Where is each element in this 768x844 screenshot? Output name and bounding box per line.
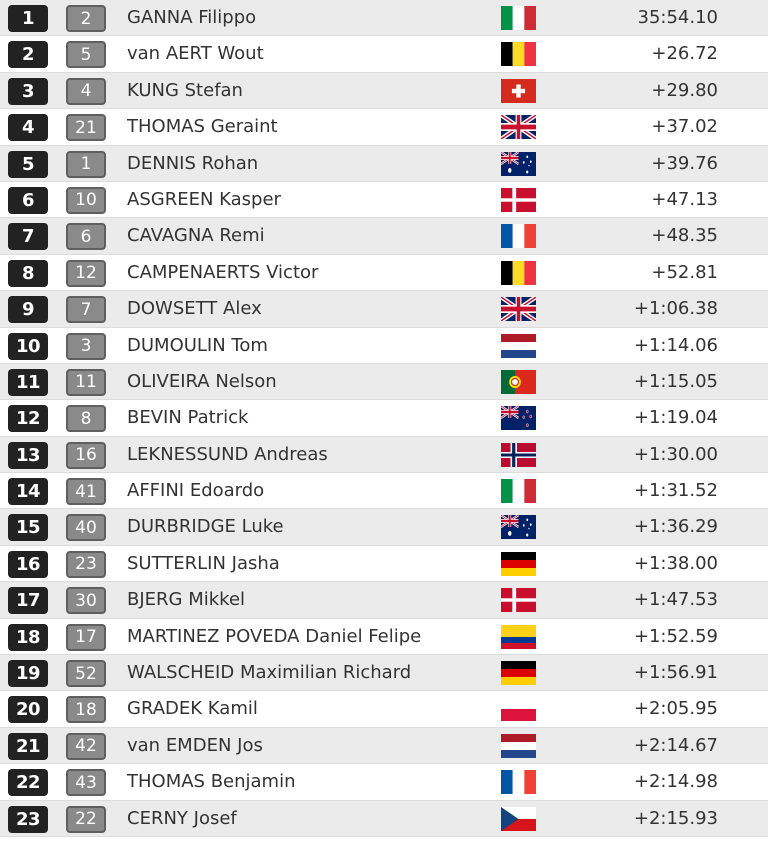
result-row[interactable] bbox=[0, 218, 768, 254]
position-badge: 17 bbox=[8, 587, 48, 614]
rider-name[interactable]: DOWSETT Alex bbox=[127, 298, 262, 320]
finish-time: 35:54.10 bbox=[637, 7, 718, 28]
position-badge: 16 bbox=[8, 551, 48, 578]
portugal-flag-icon bbox=[501, 370, 536, 394]
bib-number-badge: 22 bbox=[66, 806, 106, 833]
bib-number-badge: 21 bbox=[66, 114, 106, 141]
result-row[interactable] bbox=[0, 655, 768, 691]
netherlands-flag-icon bbox=[501, 334, 536, 358]
rider-name[interactable]: CAVAGNA Remi bbox=[127, 225, 265, 247]
result-row[interactable] bbox=[0, 182, 768, 218]
result-row[interactable] bbox=[0, 73, 768, 109]
rider-name[interactable]: SUTTERLIN Jasha bbox=[127, 552, 280, 574]
finish-time: +2:14.67 bbox=[633, 734, 718, 756]
netherlands-flag-icon bbox=[501, 734, 536, 758]
bib-number-badge: 5 bbox=[66, 41, 106, 68]
rider-name[interactable]: BEVIN Patrick bbox=[127, 407, 249, 429]
position-badge: 12 bbox=[8, 405, 48, 432]
rider-name[interactable]: BJERG Mikkel bbox=[127, 589, 246, 611]
italy-flag-icon bbox=[501, 479, 536, 503]
finish-time: +29.80 bbox=[651, 79, 718, 101]
result-row[interactable] bbox=[0, 473, 768, 509]
belgium-flag-icon bbox=[501, 42, 536, 66]
rider-name[interactable]: GANNA Filippo bbox=[127, 7, 257, 28]
finish-time: +1:38.00 bbox=[633, 552, 718, 574]
rider-name[interactable]: WALSCHEID Maximilian Richard bbox=[127, 662, 412, 684]
finish-time: +48.35 bbox=[651, 225, 718, 247]
position-badge: 20 bbox=[8, 696, 48, 723]
bib-number-badge: 43 bbox=[66, 769, 106, 796]
result-row[interactable] bbox=[0, 0, 768, 36]
position-badge: 10 bbox=[8, 333, 48, 360]
position-badge: 3 bbox=[8, 78, 48, 105]
australia-flag-icon bbox=[501, 515, 536, 539]
finish-time: +1:52.59 bbox=[633, 625, 718, 647]
rider-name[interactable]: DUMOULIN Tom bbox=[127, 334, 268, 356]
position-badge: 13 bbox=[8, 442, 48, 469]
finish-time: +26.72 bbox=[651, 43, 718, 65]
france-flag-icon bbox=[501, 224, 536, 248]
bib-number-badge: 10 bbox=[66, 187, 106, 214]
result-row[interactable] bbox=[0, 109, 768, 145]
rider-name[interactable]: OLIVEIRA Nelson bbox=[127, 370, 277, 392]
position-badge: 8 bbox=[8, 260, 48, 287]
bib-number-badge: 3 bbox=[66, 333, 106, 360]
result-row[interactable] bbox=[0, 364, 768, 400]
position-badge: 4 bbox=[8, 114, 48, 141]
finish-time: +37.02 bbox=[651, 116, 718, 138]
finish-time: +2:15.93 bbox=[633, 807, 718, 829]
rider-name[interactable]: THOMAS Geraint bbox=[127, 116, 278, 138]
bib-number-badge: 2 bbox=[66, 5, 106, 32]
bib-number-badge: 11 bbox=[66, 369, 106, 396]
bib-number-badge: 16 bbox=[66, 442, 106, 469]
result-row[interactable] bbox=[0, 509, 768, 545]
result-row[interactable] bbox=[0, 36, 768, 72]
position-badge: 21 bbox=[8, 733, 48, 760]
rider-name[interactable]: van EMDEN Jos bbox=[127, 734, 263, 756]
finish-time: +1:06.38 bbox=[633, 298, 718, 320]
rider-name[interactable]: DURBRIDGE Luke bbox=[127, 516, 284, 538]
result-row[interactable] bbox=[0, 437, 768, 473]
france-flag-icon bbox=[501, 770, 536, 794]
result-row[interactable] bbox=[0, 764, 768, 800]
finish-time: +2:05.95 bbox=[633, 698, 718, 720]
position-badge: 7 bbox=[8, 223, 48, 250]
belgium-flag-icon bbox=[501, 261, 536, 285]
new-zealand-flag-icon bbox=[501, 406, 536, 430]
denmark-flag-icon bbox=[501, 188, 536, 212]
bib-number-badge: 4 bbox=[66, 78, 106, 105]
great-britain-flag-icon bbox=[501, 115, 536, 139]
rider-name[interactable]: MARTINEZ POVEDA Daniel Felipe bbox=[127, 625, 422, 647]
finish-time: +2:14.98 bbox=[633, 771, 718, 793]
result-row[interactable] bbox=[0, 146, 768, 182]
bib-number-badge: 1 bbox=[66, 151, 106, 178]
bib-number-badge: 42 bbox=[66, 733, 106, 760]
finish-time: +1:47.53 bbox=[633, 589, 718, 611]
norway-flag-icon bbox=[501, 443, 536, 467]
rider-name[interactable]: AFFINI Edoardo bbox=[127, 480, 265, 502]
position-badge: 2 bbox=[8, 41, 48, 68]
result-row[interactable] bbox=[0, 400, 768, 436]
position-badge: 9 bbox=[8, 296, 48, 323]
result-row[interactable] bbox=[0, 291, 768, 327]
finish-time: +52.81 bbox=[651, 261, 718, 283]
position-badge: 18 bbox=[8, 624, 48, 651]
finish-time: +1:31.52 bbox=[633, 480, 718, 502]
colombia-flag-icon bbox=[501, 625, 536, 649]
result-row[interactable] bbox=[0, 691, 768, 727]
finish-time: +1:15.05 bbox=[633, 370, 718, 392]
italy-flag-icon bbox=[501, 6, 536, 30]
denmark-flag-icon bbox=[501, 588, 536, 612]
rider-name[interactable]: van AERT Wout bbox=[127, 43, 264, 65]
result-row[interactable] bbox=[0, 801, 768, 837]
rider-name[interactable]: ASGREEN Kasper bbox=[127, 188, 281, 210]
finish-time: +1:30.00 bbox=[633, 443, 718, 465]
rider-name[interactable]: GRADEK Kamil bbox=[127, 698, 258, 720]
finish-time: +1:56.91 bbox=[633, 662, 718, 684]
poland-flag-icon bbox=[501, 697, 536, 721]
position-badge: 11 bbox=[8, 369, 48, 396]
bib-number-badge: 17 bbox=[66, 624, 106, 651]
position-badge: 22 bbox=[8, 769, 48, 796]
finish-time: +47.13 bbox=[651, 188, 718, 210]
germany-flag-icon bbox=[501, 661, 536, 685]
position-badge: 14 bbox=[8, 478, 48, 505]
bib-number-badge: 30 bbox=[66, 587, 106, 614]
result-row[interactable] bbox=[0, 328, 768, 364]
result-row[interactable] bbox=[0, 619, 768, 655]
finish-time: +39.76 bbox=[651, 152, 718, 174]
bib-number-badge: 8 bbox=[66, 405, 106, 432]
finish-time: +1:14.06 bbox=[633, 334, 718, 356]
result-row[interactable] bbox=[0, 546, 768, 582]
position-badge: 1 bbox=[8, 5, 48, 32]
bib-number-badge: 52 bbox=[66, 660, 106, 687]
rider-name[interactable]: KUNG Stefan bbox=[127, 79, 243, 101]
position-badge: 15 bbox=[8, 514, 48, 541]
rider-name[interactable]: LEKNESSUND Andreas bbox=[127, 443, 328, 465]
germany-flag-icon bbox=[501, 552, 536, 576]
bib-number-badge: 40 bbox=[66, 514, 106, 541]
position-badge: 6 bbox=[8, 187, 48, 214]
result-row[interactable] bbox=[0, 582, 768, 618]
australia-flag-icon bbox=[501, 152, 536, 176]
result-row[interactable] bbox=[0, 255, 768, 291]
position-badge: 19 bbox=[8, 660, 48, 687]
switzerland-flag-icon bbox=[501, 79, 536, 103]
great-britain-flag-icon bbox=[501, 297, 536, 321]
finish-time: +1:19.04 bbox=[633, 407, 718, 429]
finish-time: +1:36.29 bbox=[633, 516, 718, 538]
bib-number-badge: 18 bbox=[66, 696, 106, 723]
bib-number-badge: 6 bbox=[66, 223, 106, 250]
bib-number-badge: 23 bbox=[66, 551, 106, 578]
czech-republic-flag-icon bbox=[501, 807, 536, 831]
rider-name[interactable]: CAMPENAERTS Victor bbox=[127, 261, 319, 283]
bib-number-badge: 12 bbox=[66, 260, 106, 287]
rider-name[interactable]: THOMAS Benjamin bbox=[127, 771, 296, 793]
rider-name[interactable]: CERNY Josef bbox=[127, 807, 237, 829]
result-row[interactable] bbox=[0, 728, 768, 764]
rider-name[interactable]: DENNIS Rohan bbox=[127, 152, 259, 174]
position-badge: 5 bbox=[8, 151, 48, 178]
bib-number-badge: 7 bbox=[66, 296, 106, 323]
bib-number-badge: 41 bbox=[66, 478, 106, 505]
position-badge: 23 bbox=[8, 806, 48, 833]
